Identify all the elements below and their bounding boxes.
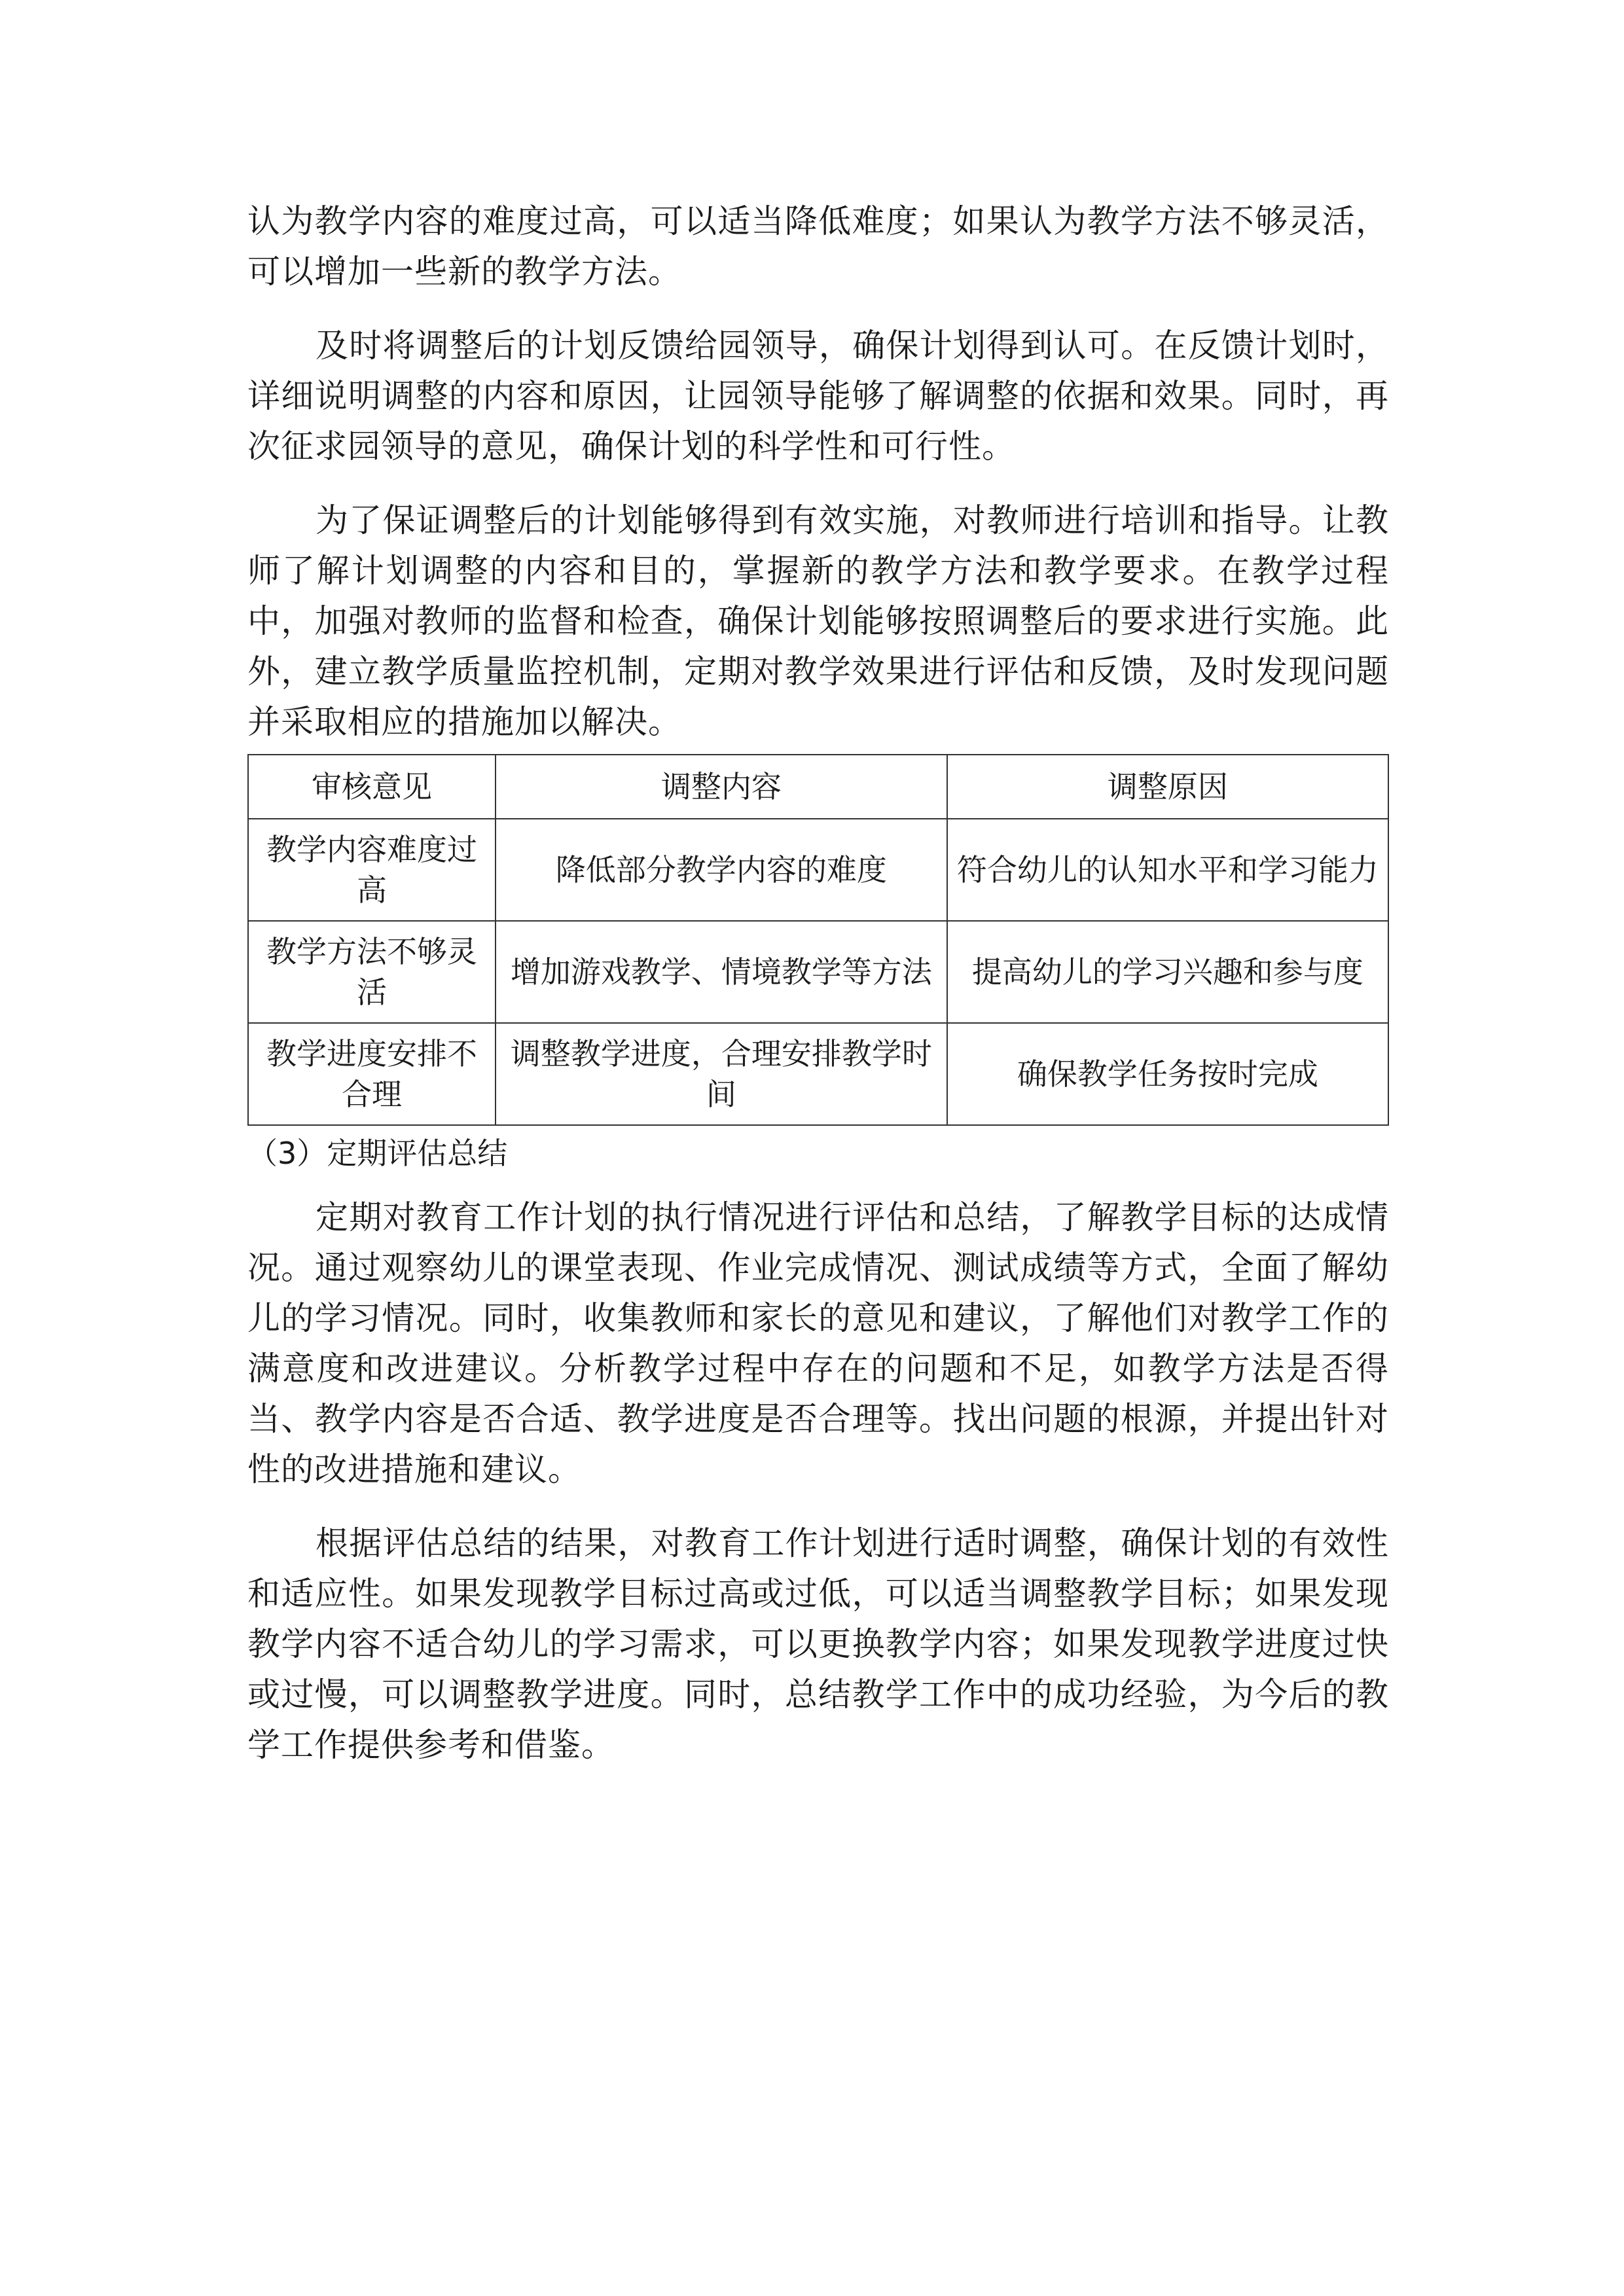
table-cell: 提高幼儿的学习兴趣和参与度: [947, 921, 1388, 1023]
section-heading: （3）定期评估总结: [247, 1136, 508, 1171]
table-row: [248, 1023, 1388, 1125]
table-header-cell: 调整内容: [496, 755, 947, 819]
paragraph-feedback: 及时将调整后的计划反馈给园领导，确保计划得到认可。在反馈计划时，详细说明调整的内容和原因，让园领导能够了解调整的依据和效果。同时，再次征求园领导的意见，确保计划的科学性和可行性。: [247, 327, 1389, 465]
paragraph-adjustment: 根据评估总结的结果，对教育工作计划进行适时调整，确保计划的有效性和适应性。如果发现教学目标过高或过低，可以适当调整教学目标；如果发现教学内容不适合幼儿的学习需求，可以更换教学内容；如果发现教学进度过快或过慢，可以调整教学进度。同时，总结教学工作中的成功经验，为今后的教学工作提供参考和借鉴。: [247, 1524, 1389, 1764]
table-header-cell: 审核意见: [248, 755, 496, 819]
table-cell: 调整教学进度，合理安排教学时间: [496, 1023, 947, 1125]
table-cell: 教学方法不够灵活: [248, 921, 496, 1023]
table-header-row: [248, 755, 1388, 819]
table-cell: 降低部分教学内容的难度: [496, 819, 947, 921]
table-row: [248, 921, 1388, 1023]
table-cell: 教学内容难度过高: [248, 819, 496, 921]
table-row: [248, 819, 1388, 921]
paragraph-implementation: 为了保证调整后的计划能够得到有效实施，对教师进行培训和指导。让教师了解计划调整的内容和目的，掌握新的教学方法和教学要求。在教学过程中，加强对教师的监督和检查，确保计划能够按照调整后的要求进行实施。此外，建立教学质量监控机制，定期对教学效果进行评估和反馈，及时发现问题并采取相应的措施加以解决。: [247, 501, 1389, 741]
paragraph-continued: 认为教学内容的难度过高，可以适当降低难度；如果认为教学方法不够灵活，可以增加一些新的教学方法。: [247, 202, 1389, 291]
table-cell: 教学进度安排不合理: [248, 1023, 496, 1125]
table-cell: 确保教学任务按时完成: [947, 1023, 1388, 1125]
paragraph-evaluation: 定期对教育工作计划的执行情况进行评估和总结，了解教学目标的达成情况。通过观察幼儿的课堂表现、作业完成情况、测试成绩等方式，全面了解幼儿的学习情况。同时，收集教师和家长的意见和建议，了解他们对教学工作的满意度和改进建议。分析教学过程中存在的问题和不足，如教学方法是否得当、教学内容是否合适、教学进度是否合理等。找出问题的根源，并提出针对性的改进措施和建议。: [247, 1198, 1389, 1488]
table-cell: 符合幼儿的认知水平和学习能力: [947, 819, 1388, 921]
table-cell: 增加游戏教学、情境教学等方法: [496, 921, 947, 1023]
document-page: [247, 196, 1389, 1794]
review-table: [247, 754, 1389, 1126]
table-header-cell: 调整原因: [947, 755, 1388, 819]
